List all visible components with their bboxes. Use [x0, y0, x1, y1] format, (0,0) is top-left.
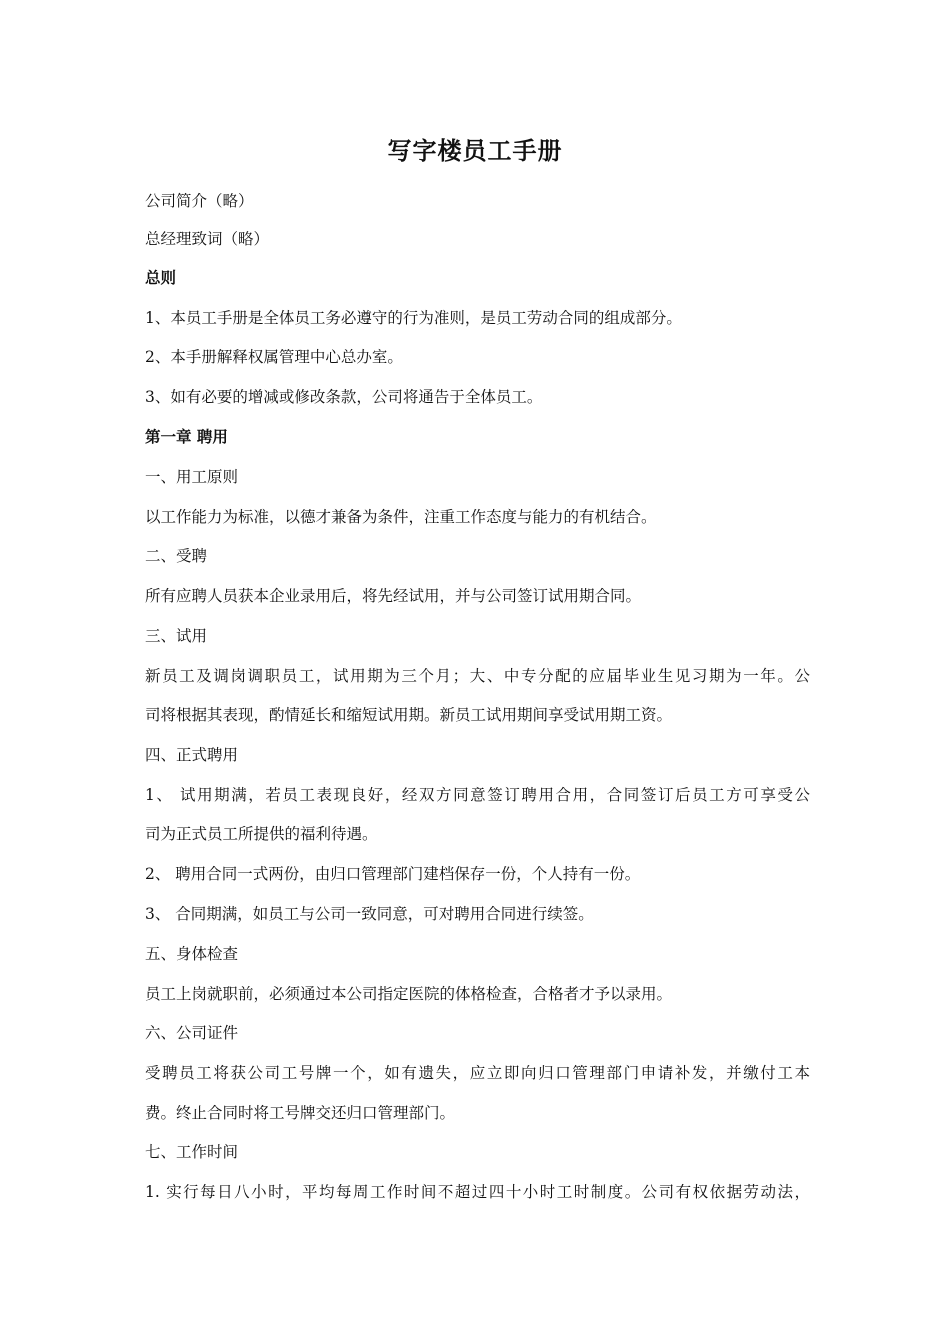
section4-heading: 四、正式聘用: [145, 746, 239, 764]
general-item-1: 1、本员工手册是全体员工务必遵守的行为准则，是员工劳动合同的组成部分。: [145, 309, 682, 327]
section2-heading: 二、受聘: [145, 547, 208, 565]
section3-text-line1: 新员工及调岗调职员工，试用期为三个月；大、中专分配的应届毕业生见习期为一年。公: [145, 667, 810, 685]
section6-heading: 六、公司证件: [145, 1024, 239, 1042]
company-intro: 公司简介（略）: [145, 192, 254, 210]
section4-item1-line1: 1、 试用期满，若员工表现良好，经双方同意签订聘用合用，合同签订后员工方可享受公: [145, 786, 810, 804]
chapter1-heading: 第一章 聘用: [145, 428, 228, 446]
general-item-3: 3、如有必要的增减或修改条款，公司将通告于全体员工。: [145, 388, 543, 406]
section1-text: 以工作能力为标准，以德才兼备为条件，注重工作态度与能力的有机结合。: [145, 508, 657, 526]
section5-heading: 五、身体检查: [145, 945, 239, 963]
section3-heading: 三、试用: [145, 627, 208, 645]
section1-heading: 一、用工原则: [145, 468, 239, 486]
section5-text: 员工上岗就职前，必须通过本公司指定医院的体格检查，合格者才予以录用。: [145, 985, 673, 1003]
general-item-2: 2、本手册解释权属管理中心总办室。: [145, 348, 403, 366]
section7-item1-line1: 1. 实行每日八小时，平均每周工作时间不超过四十小时工时制度。公司有权依据劳动法，: [145, 1183, 810, 1201]
section6-text-line1: 受聘员工将获公司工号牌一个，如有遗失，应立即向归口管理部门申请补发，并缴付工本: [145, 1064, 810, 1082]
section3-text-line2: 司将根据其表现，酌情延长和缩短试用期。新员工试用期间享受试用期工资。: [145, 706, 673, 724]
document-title: 写字楼员工手册: [387, 136, 563, 165]
section4-item2: 2、 聘用合同一式两份，由归口管理部门建档保存一份，个人持有一份。: [145, 865, 641, 883]
gm-speech: 总经理致词（略）: [145, 230, 270, 248]
general-heading: 总则: [145, 269, 177, 287]
section6-text-line2: 费。终止合同时将工号牌交还归口管理部门。: [145, 1104, 456, 1122]
section4-item3: 3、 合同期满，如员工与公司一致同意，可对聘用合同进行续签。: [145, 905, 594, 923]
section7-heading: 七、工作时间: [145, 1143, 239, 1161]
section2-text: 所有应聘人员获本企业录用后，将先经试用，并与公司签订试用期合同。: [145, 587, 642, 605]
section4-item1-line2: 司为正式员工所提供的福利待遇。: [145, 825, 378, 843]
